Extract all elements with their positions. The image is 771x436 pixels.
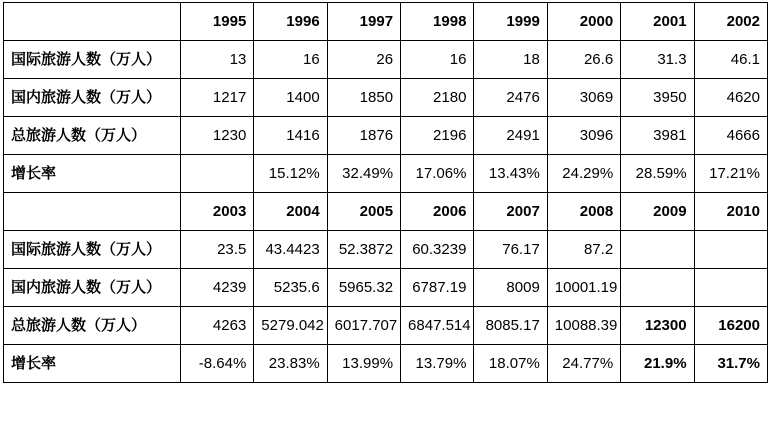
column-header-year: 2003 xyxy=(180,193,253,231)
table-cell: 24.29% xyxy=(547,155,620,193)
column-header-year: 2009 xyxy=(621,193,694,231)
row-label: 总旅游人数（万人） xyxy=(4,307,181,345)
row-label: 增长率 xyxy=(4,155,181,193)
column-header-year: 2000 xyxy=(547,3,620,41)
table-row xyxy=(4,79,768,117)
table-cell: 13.79% xyxy=(401,345,474,383)
table-cell xyxy=(621,231,694,269)
table-cell: 10001.19 xyxy=(547,269,620,307)
table-cell: 4620 xyxy=(694,79,767,117)
column-header-year: 2002 xyxy=(694,3,767,41)
table-cell: 31.7% xyxy=(694,345,767,383)
table-cell: 2180 xyxy=(401,79,474,117)
table-cell: 26.6 xyxy=(547,41,620,79)
table-cell: 6787.19 xyxy=(401,269,474,307)
row-label: 国际旅游人数（万人） xyxy=(4,41,181,79)
table-cell: 21.9% xyxy=(621,345,694,383)
table-cell: -8.64% xyxy=(180,345,253,383)
table-cell: 1876 xyxy=(327,117,400,155)
table-cell: 24.77% xyxy=(547,345,620,383)
row-label: 国内旅游人数（万人） xyxy=(4,79,181,117)
table-cell: 5235.6 xyxy=(254,269,327,307)
table-cell: 4666 xyxy=(694,117,767,155)
column-header-year: 2008 xyxy=(547,193,620,231)
table-cell xyxy=(694,269,767,307)
table-cell: 4263 xyxy=(180,307,253,345)
table-cell: 1416 xyxy=(254,117,327,155)
table-row xyxy=(4,155,768,193)
table-cell: 46.1 xyxy=(694,41,767,79)
column-header-year: 1995 xyxy=(180,3,253,41)
table-cell: 17.06% xyxy=(401,155,474,193)
column-header-year: 1998 xyxy=(401,3,474,41)
table-cell: 31.3 xyxy=(621,41,694,79)
table-row xyxy=(4,307,768,345)
row-label-header xyxy=(4,193,181,231)
table-cell: 87.2 xyxy=(547,231,620,269)
column-header-year: 2006 xyxy=(401,193,474,231)
table-row xyxy=(4,41,768,79)
table-cell: 5965.32 xyxy=(327,269,400,307)
table-cell: 13 xyxy=(180,41,253,79)
table-cell: 18.07% xyxy=(474,345,547,383)
table-cell: 23.5 xyxy=(180,231,253,269)
table-header-row xyxy=(4,3,768,41)
row-label: 增长率 xyxy=(4,345,181,383)
table-cell: 10088.39 xyxy=(547,307,620,345)
table-cell: 76.17 xyxy=(474,231,547,269)
column-header-year: 2010 xyxy=(694,193,767,231)
table-row xyxy=(4,117,768,155)
table-cell: 3950 xyxy=(621,79,694,117)
table-cell: 3096 xyxy=(547,117,620,155)
table-row xyxy=(4,269,768,307)
table-cell: 8009 xyxy=(474,269,547,307)
table-cell xyxy=(621,269,694,307)
column-header-year: 1999 xyxy=(474,3,547,41)
table-cell: 18 xyxy=(474,41,547,79)
row-label: 国内旅游人数（万人） xyxy=(4,269,181,307)
table-cell: 23.83% xyxy=(254,345,327,383)
table-cell: 2476 xyxy=(474,79,547,117)
table-cell: 28.59% xyxy=(621,155,694,193)
table-cell: 12300 xyxy=(621,307,694,345)
table-cell: 1230 xyxy=(180,117,253,155)
tourism-statistics-table xyxy=(3,2,768,383)
table-cell: 60.3239 xyxy=(401,231,474,269)
table-cell: 1850 xyxy=(327,79,400,117)
row-label: 总旅游人数（万人） xyxy=(4,117,181,155)
column-header-year: 2005 xyxy=(327,193,400,231)
row-label: 国际旅游人数（万人） xyxy=(4,231,181,269)
table-cell: 3981 xyxy=(621,117,694,155)
table-cell: 43.4423 xyxy=(254,231,327,269)
table-cell: 6017.707 xyxy=(327,307,400,345)
table-cell: 13.99% xyxy=(327,345,400,383)
table-cell: 52.3872 xyxy=(327,231,400,269)
table-cell xyxy=(180,155,253,193)
table-cell: 16 xyxy=(401,41,474,79)
table-cell: 6847.514 xyxy=(401,307,474,345)
table-header-row xyxy=(4,193,768,231)
column-header-year: 1996 xyxy=(254,3,327,41)
table-cell: 2196 xyxy=(401,117,474,155)
table-cell: 26 xyxy=(327,41,400,79)
column-header-year: 1997 xyxy=(327,3,400,41)
table-cell: 17.21% xyxy=(694,155,767,193)
table-cell: 3069 xyxy=(547,79,620,117)
table-cell: 16 xyxy=(254,41,327,79)
table-cell: 8085.17 xyxy=(474,307,547,345)
table-cell: 32.49% xyxy=(327,155,400,193)
table-row xyxy=(4,231,768,269)
column-header-year: 2004 xyxy=(254,193,327,231)
table-cell: 16200 xyxy=(694,307,767,345)
table-cell: 1400 xyxy=(254,79,327,117)
row-label-header xyxy=(4,3,181,41)
column-header-year: 2007 xyxy=(474,193,547,231)
column-header-year: 2001 xyxy=(621,3,694,41)
table-body xyxy=(4,3,768,383)
table-cell xyxy=(694,231,767,269)
table-cell: 4239 xyxy=(180,269,253,307)
table-cell: 5279.042 xyxy=(254,307,327,345)
table-cell: 1217 xyxy=(180,79,253,117)
table-cell: 15.12% xyxy=(254,155,327,193)
table-cell: 2491 xyxy=(474,117,547,155)
table-cell: 13.43% xyxy=(474,155,547,193)
table-row xyxy=(4,345,768,383)
